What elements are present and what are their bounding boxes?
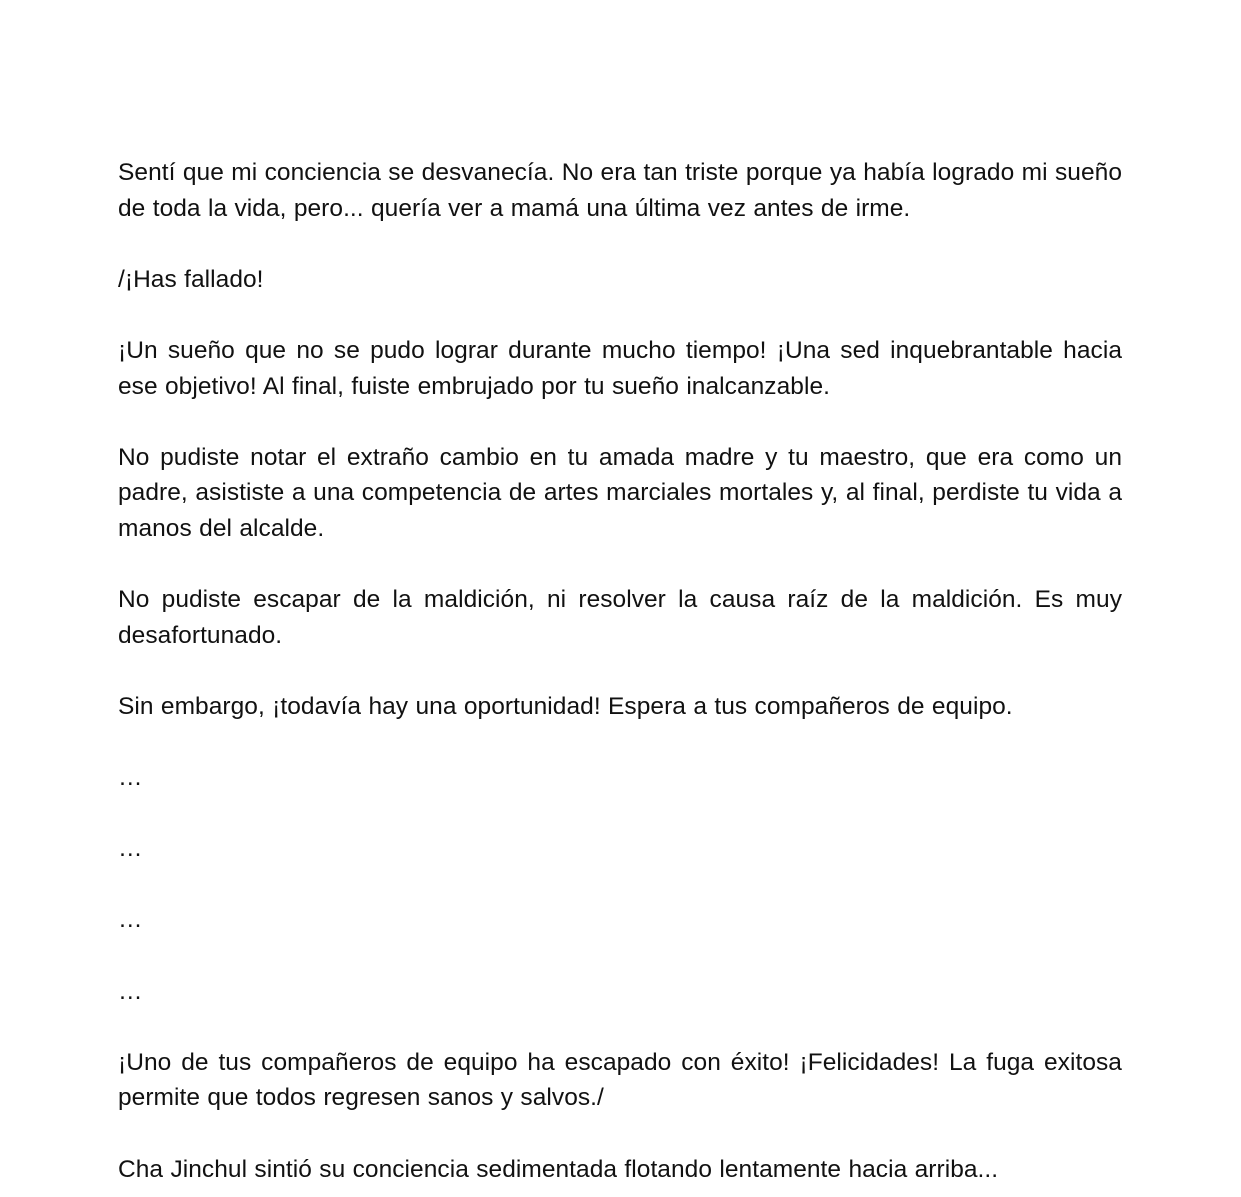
paragraph-spacer bbox=[118, 1116, 1122, 1152]
ellipsis-line: … bbox=[118, 977, 143, 1005]
ellipsis-line: … bbox=[118, 764, 143, 792]
paragraph-spacer bbox=[118, 404, 1122, 440]
ellipsis-line: … bbox=[118, 906, 143, 934]
paragraph-spacer bbox=[118, 653, 1122, 689]
ellipsis-line: … bbox=[118, 835, 143, 863]
paragraph-spacer bbox=[118, 226, 1122, 262]
paragraph-unreachable-dream: ¡Un sueño que no se pudo lograr durante mucho tiempo! ¡Una sed inquebrantable hacia ese objetivo! Al final, fuiste embrujado por tu sueño inalcanzable. bbox=[118, 336, 1122, 400]
paragraph-spacer bbox=[118, 547, 1122, 583]
paragraph-failed-notice: /¡Has fallado! bbox=[118, 265, 264, 293]
paragraph-spacer bbox=[118, 725, 1122, 761]
paragraph-spacer bbox=[118, 1009, 1122, 1045]
paragraph-cha-jinchul: Cha Jinchul sintió su conciencia sedimentada flotando lentamente hacia arriba... bbox=[118, 1155, 999, 1183]
paragraph-spacer bbox=[118, 938, 1122, 974]
paragraph-strange-change: No pudiste notar el extraño cambio en tu amada madre y tu maestro, que era como un padre, asististe a una competencia de artes marciales mortales y, al final, perdiste tu vida a manos del alcalde. bbox=[118, 443, 1122, 542]
paragraph-consciousness-fading: Sentí que mi conciencia se desvanecía. No era tan triste porque ya había logrado mi sueño de toda la vida, pero... quería ver a mamá una última vez antes de irme. bbox=[118, 159, 1122, 222]
paragraph-curse: No pudiste escapar de la maldición, ni resolver la causa raíz de la maldición. Es muy desafortunado. bbox=[118, 586, 1122, 649]
paragraph-spacer bbox=[118, 796, 1122, 832]
paragraph-spacer bbox=[118, 297, 1122, 333]
paragraph-opportunity: Sin embargo, ¡todavía hay una oportunidad! Espera a tus compañeros de equipo. bbox=[118, 692, 1013, 720]
document-body bbox=[118, 155, 1122, 1187]
paragraph-spacer bbox=[118, 867, 1122, 903]
paragraph-teammate-escaped: ¡Uno de tus compañeros de equipo ha escapado con éxito! ¡Felicidades! La fuga exitosa permite que todos regresen sanos y salvos./ bbox=[118, 1048, 1122, 1112]
